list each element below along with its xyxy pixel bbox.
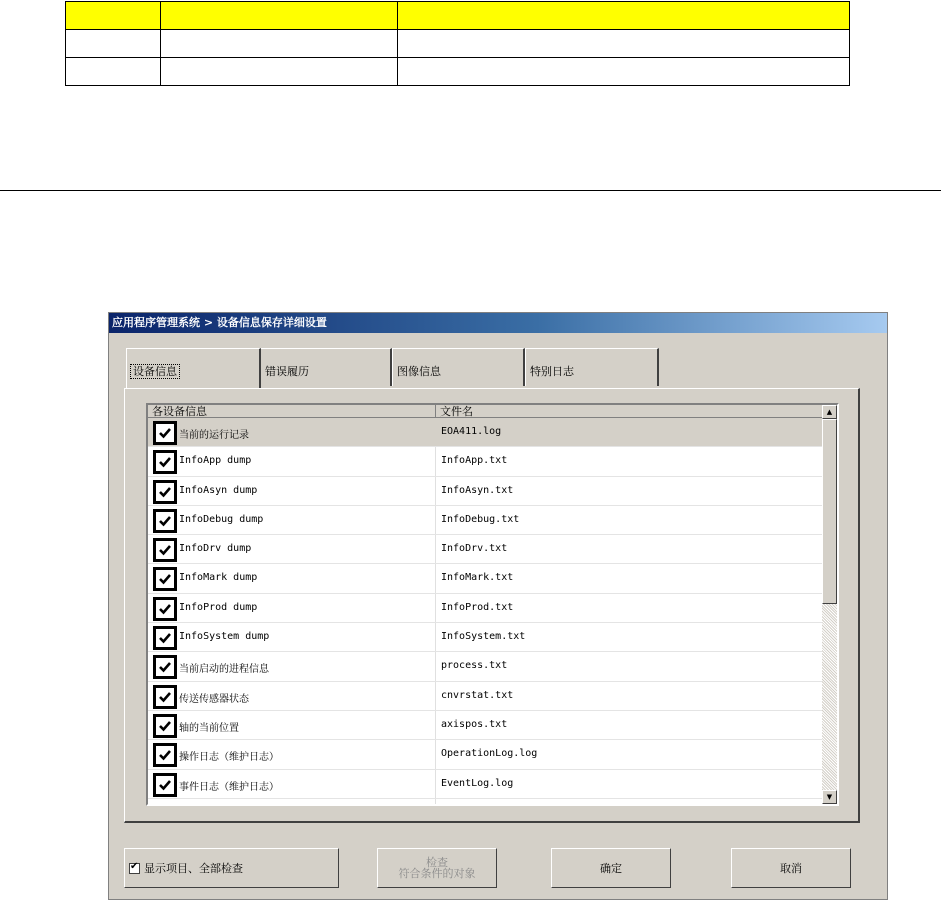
file-name: InfoSystem.txt [441, 631, 526, 643]
list-rows [148, 418, 824, 799]
checkmark-icon [158, 455, 172, 469]
vertical-scrollbar[interactable] [822, 405, 837, 804]
file-name: OperationLog.log [441, 748, 538, 760]
device-info-name: InfoDebug dump [179, 513, 264, 525]
checkbox[interactable] [153, 509, 177, 533]
checkbox[interactable] [153, 685, 177, 709]
table-row [66, 58, 850, 86]
table-cell [398, 30, 850, 58]
file-name: InfoApp.txt [441, 455, 508, 467]
file-name: cnvrstat.txt [441, 689, 514, 701]
checkbox[interactable] [153, 714, 177, 738]
device-info-list[interactable] [146, 403, 839, 806]
checkbox[interactable] [153, 743, 177, 767]
checkbox[interactable] [153, 480, 177, 504]
file-name: process.txt [441, 660, 508, 672]
tab-special-log[interactable] [525, 348, 659, 386]
file-name: InfoDebug.txt [441, 513, 520, 525]
scroll-thumb[interactable] [822, 419, 837, 604]
list-item[interactable] [148, 740, 824, 769]
checkmark-icon [158, 485, 172, 499]
tab-label: 设备信息 [133, 365, 177, 378]
ok-button[interactable] [551, 848, 671, 888]
checkmark-icon [158, 660, 172, 674]
checkbox[interactable] [153, 597, 177, 621]
device-info-name: 操作日志（维护日志） [179, 752, 279, 764]
checkbox[interactable] [153, 567, 177, 591]
device-info-name: InfoSystem dump [179, 631, 270, 643]
checkmark-icon [158, 719, 172, 733]
list-item[interactable] [148, 564, 824, 593]
list-item[interactable] [148, 623, 824, 652]
table-cell [398, 2, 850, 30]
settings-dialog [108, 312, 888, 900]
tab-label: 图像信息 [397, 365, 441, 378]
checkbox-icon[interactable]: ✔ [130, 860, 139, 872]
list-item[interactable] [148, 506, 824, 535]
cancel-label: 取消 [780, 862, 802, 875]
check-button-line2: 符合条件的对象 [398, 867, 476, 880]
window-title: 应用程序管理系统 > 设备信息保存详细设置 [112, 316, 327, 329]
device-info-name: 当前启动的进程信息 [179, 664, 269, 676]
list-item[interactable] [148, 682, 824, 711]
checkbox[interactable] [153, 655, 177, 679]
list-item[interactable] [148, 770, 824, 799]
checkbox[interactable] [153, 773, 177, 797]
check-button-line1: 检查 [426, 856, 448, 869]
checkmark-icon [158, 690, 172, 704]
show-all-check-button[interactable] [124, 848, 339, 888]
list-item[interactable] [148, 477, 824, 506]
checkbox[interactable] [153, 538, 177, 562]
list-item[interactable] [148, 594, 824, 623]
file-name: InfoDrv.txt [441, 543, 508, 555]
device-info-name: 事件日志（维护日志） [179, 781, 279, 793]
cancel-button[interactable] [731, 848, 851, 888]
checkbox[interactable] [153, 450, 177, 474]
device-info-name: InfoMark dump [179, 572, 258, 584]
checkmark-icon [158, 543, 172, 557]
checkmark-icon [158, 514, 172, 528]
list-item[interactable] [148, 652, 824, 681]
device-info-name: InfoProd dump [179, 601, 258, 613]
column-header-filename[interactable]: 文件名 [436, 405, 824, 418]
table-row [66, 30, 850, 58]
check-matching-button[interactable] [377, 848, 497, 888]
file-name: axispos.txt [441, 718, 508, 730]
device-info-name: 当前的运行记录 [179, 430, 249, 441]
show-all-label: 显示项目、全部检查 [144, 862, 243, 875]
table-cell [398, 58, 850, 86]
file-name: InfoProd.txt [441, 601, 514, 613]
device-info-name: InfoDrv dump [179, 543, 252, 555]
list-item[interactable] [148, 418, 824, 447]
table-cell [66, 2, 161, 30]
table-cell [161, 30, 398, 58]
file-name: EOA411.log [441, 426, 502, 437]
list-item[interactable] [148, 535, 824, 564]
checkmark-icon [158, 778, 172, 792]
table-cell [66, 58, 161, 86]
column-header-device[interactable]: 各设备信息 [148, 405, 436, 418]
device-info-name: InfoApp dump [179, 455, 252, 467]
checkmark-icon [158, 572, 172, 586]
list-item[interactable] [148, 711, 824, 740]
device-info-name: InfoAsyn dump [179, 484, 258, 496]
file-name: InfoMark.txt [441, 572, 514, 584]
checkbox[interactable] [153, 626, 177, 650]
table-cell [66, 30, 161, 58]
checkmark-icon [158, 602, 172, 616]
tab-image-info[interactable] [392, 348, 525, 386]
checkbox[interactable] [153, 421, 177, 445]
checkmark-icon [158, 426, 172, 440]
file-name: EventLog.log [441, 777, 514, 789]
list-item[interactable] [148, 447, 824, 476]
checkmark-icon [158, 748, 172, 762]
horizontal-rule [0, 190, 941, 191]
tab-label: 错误履历 [265, 365, 309, 378]
tab-error-history[interactable] [260, 348, 392, 386]
scroll-down-button[interactable]: ▼ [822, 790, 837, 804]
file-name: InfoAsyn.txt [441, 484, 514, 496]
document-table [65, 1, 850, 86]
checkmark-icon [158, 631, 172, 645]
table-header-row [66, 2, 850, 30]
title-bar [109, 313, 887, 333]
table-cell [161, 58, 398, 86]
tab-device-info[interactable] [126, 348, 261, 388]
tab-label: 特别日志 [530, 365, 574, 378]
device-info-name: 传送传感器状态 [179, 693, 249, 705]
table-cell [161, 2, 398, 30]
ok-label: 确定 [600, 862, 622, 875]
device-info-name: 轴的当前位置 [179, 722, 239, 734]
list-header [148, 405, 824, 418]
scroll-up-button[interactable]: ▲ [822, 405, 837, 419]
